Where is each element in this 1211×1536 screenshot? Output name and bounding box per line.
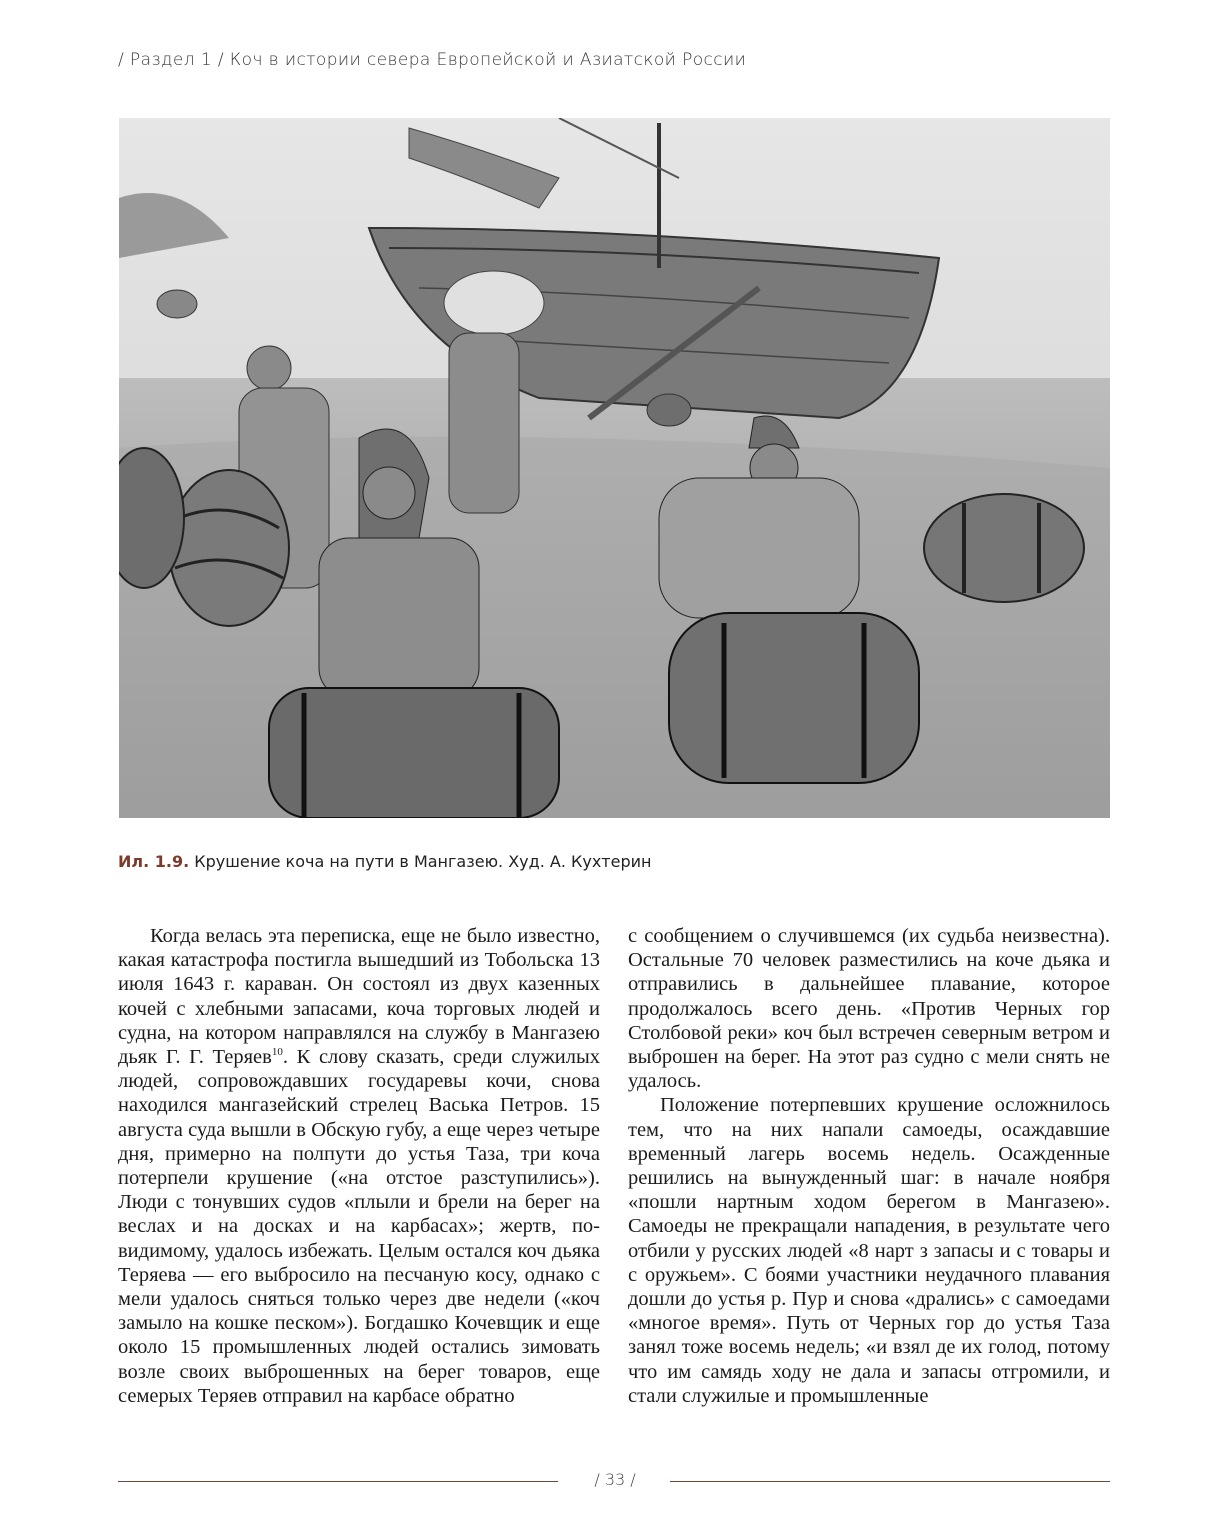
shipwreck-illustration: [119, 118, 1110, 818]
barrel-right: [669, 613, 919, 783]
figure-caption: [118, 852, 651, 871]
running-head: / Раздел 1 / Коч в истории севера Европейской и Азиатской России: [118, 50, 747, 70]
paragraph: [118, 924, 600, 1408]
footer-rule-left: [118, 1481, 558, 1482]
text-column-right: [628, 924, 1110, 1408]
paragraph: Положение потерпевших крушение осложнилось тем, что на них напали самоеды, осаждавшие временный лагерь восемь недель. Осажденные решились на вынужденный шаг: в начале ноября «пошли нартным ходом берегом в Мангазею». Самоеды не прекращали нападения, в результате чего отбили у русских людей «8 нарт з запасы и с товары и с оружьем». С боями участники неудачного плавания дошли до устья р. Пур и снова «дрались» с самоедами «многое время». Путь от Черных гор до устья Таза занял тоже восемь недель; «и взял де их голод, потому что им самядь ходу не дала и запасы отгромили, и стали служилые и промышленные: [628, 1094, 1110, 1407]
barrel-front: [269, 688, 559, 818]
caption-label: Ил. 1.9.: [118, 852, 190, 871]
footer-rule-right: [670, 1481, 1110, 1482]
caption-text: Крушение коча на пути в Мангазею. Худ. А. Кухтерин: [194, 852, 652, 871]
text-column-left: [118, 924, 600, 1408]
barrel-far-right: [924, 494, 1084, 602]
page-number: / 33 /: [594, 1470, 636, 1489]
paragraph: с сообщением о случившемся (их судьба неизвестна). Остальные 70 человек разместились на коче дьяка и отправились в дальнейшее плавание, которое продолжалось всего день. «Против Черных гор Столбовой реки» коч был встречен северным ветром и выброшен на берег. На этот раз судно с мели снять не удалось.: [628, 925, 1110, 1093]
paragraph-text: . К слову сказать, среди служилых людей, сопровождавших государевы кочи, снова находился мангазейский стрелец Васька Петров. 15 августа суда вышли в Обскую губу, а еще через четыре дня, примерно на полпути до устья Таза, три коча потерпели крушение («на отстое разступились»). Люди с тонувших судов «плыли и брели на берег на веслах и на досках и на карбасах»; жертв, по-видимому, удалось избежать. Целым остался коч дьяка Теряева — его выбросило на песчаную косу, однако с мели удалось сняться только через две недели («коч замыло на кошке песком»). Богдашко Кочевщик и еще около 15 промышленных людей остались зимовать возле своих выброшенных на берег товаров, еще семерых Теряев отправил на карбасе обратно: [118, 1046, 600, 1407]
small-barrel: [157, 290, 197, 318]
paragraph-text: Когда велась эта переписка, еще не было известно, какая катастрофа постигла вышедший из Тобольска 13 июля 1643 г. караван. Он состоял из двух казенных кочей с хлебными запасами, коча торговых людей и судна, на котором направлялся на службу в Мангазею дьяк Г. Г. Теряев: [118, 925, 600, 1069]
footnote-ref: 10: [271, 1046, 283, 1059]
barrel-left: [169, 470, 289, 626]
